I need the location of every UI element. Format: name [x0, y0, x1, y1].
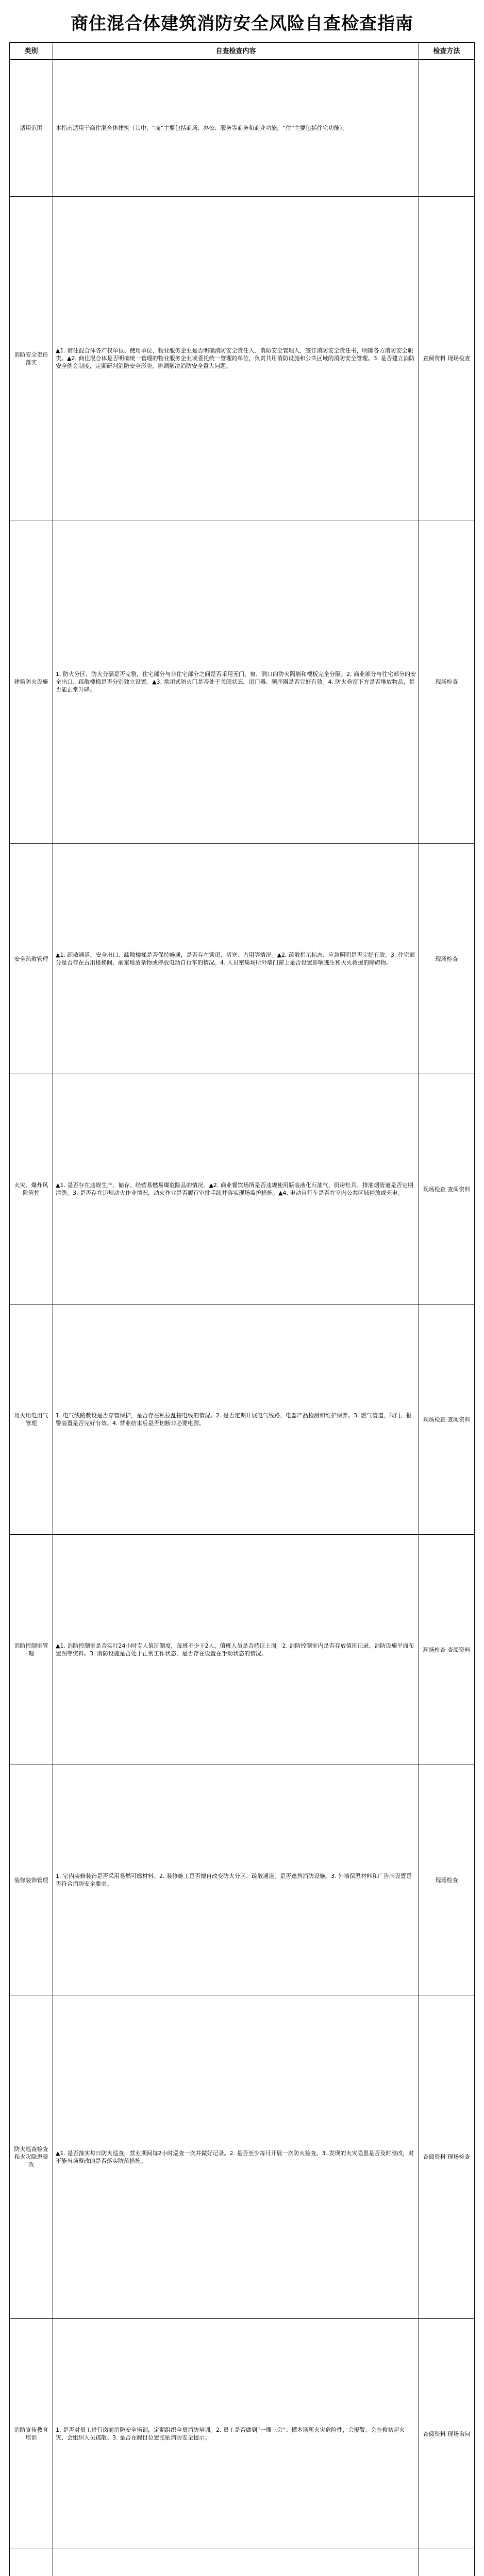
row-method: 现场检查 — [419, 1765, 475, 1995]
row-method: 查阅资料 现场询问 — [419, 2319, 475, 2549]
table-row — [10, 2549, 475, 2576]
row-content: 1. 室内装修装饰是否采用易燃可燃材料。2. 装修施工是否擅自改变防火分区、疏散通道，是否遮挡消防设施。3. 外墙保温材料和广告牌设置是否符合消防安全要求。 — [53, 1765, 419, 1995]
table-row — [10, 844, 475, 1074]
row-content: 1. 电气线路敷设是否穿管保护，是否存在私拉乱接电线的情况。2. 是否定期开展电气线路、电器产品检测和维护保养。3. 燃气管道、阀门、报警装置是否完好有效。4. 营业结束后是否切断非必要电源。 — [53, 1304, 419, 1535]
row-category: 用火用电用气管理 — [10, 1304, 53, 1535]
row-content: ▲1. 商住混合体各产权单位、使用单位、物业服务企业是否明确消防安全责任人、消防安全管理人，签订消防安全责任书，明确各方消防安全职责。▲2. 商住混合体是否明确统一管理的物业服务企业或委托统一管理的单位，负责共用消防设施和公共区域的消防安全管理。3. 是否建立消防安全例会制度，定期研判消防安全形势，协调解决消防安全重大问题。 — [53, 197, 419, 520]
table-row — [10, 520, 475, 844]
row-content: ▲1. 消防控制室是否实行24小时专人值班制度，每班不少于2人，值班人员是否持证上岗。2. 消防控制室内是否存放值班记录、消防设施平面布置图等资料。3. 消防设施是否处于正常工作状态，是否存在设置在手动状态的情况。 — [53, 1535, 419, 1765]
row-category: 消防宣传教育培训 — [10, 2319, 53, 2549]
row-content — [53, 2549, 419, 2576]
table-row — [10, 197, 475, 520]
row-content: ▲1. 疏散通道、安全出口、疏散楼梯是否保持畅通，是否存在锁闭、堵塞、占用等情况。▲2. 疏散指示标志、应急照明是否完好有效。3. 住宅部分是否存在占用楼梯间、前室堆放杂物或停放电动自行车的情况。4. 人员密集场所外墙门窗上是否设置影响逃生和灭火救援的障碍物。 — [53, 844, 419, 1074]
row-method — [419, 2549, 475, 2576]
table-row — [10, 60, 475, 197]
table-row — [10, 1535, 475, 1765]
row-method: 现场检查 查阅资料 — [419, 1535, 475, 1765]
row-method: 现场检查 — [419, 520, 475, 844]
row-category: 适用范围 — [10, 60, 53, 197]
document-title: 商住混合体建筑消防安全风险自查检查指南 — [71, 13, 413, 34]
row-method — [419, 60, 475, 197]
row-content: ▲1. 是否落实每日防火巡查，营业期间每2小时巡查一次并做好记录。2. 是否至少每月开展一次防火检查。3. 发现的火灾隐患是否及时整改，对不能当场整改的是否落实防范措施。 — [53, 1995, 419, 2319]
row-content: 1. 防火分区、防火分隔是否完整，住宅部分与非住宅部分之间是否采用无门、窗、洞口的防火隔墙和楼板完全分隔。2. 商业部分与住宅部分的安全出口、疏散楼梯是否分别独立设置。▲3. 常闭式防火门是否处于关闭状态，闭门器、顺序器是否完好有效。4. 防火卷帘下方是否堆放物品，是否能正常升降。 — [53, 520, 419, 844]
table-header-row — [10, 43, 475, 60]
row-content: 1. 是否对员工进行岗前消防安全培训，定期组织全员消防培训。2. 员工是否做到“一懂三会”：懂本场所火灾危险性，会报警、会扑救初起火灾、会组织人员疏散。3. 是否在醒目位置张贴消防安全提示。 — [53, 2319, 419, 2549]
row-category: 安全疏散管理 — [10, 844, 53, 1074]
table-row — [10, 2319, 475, 2549]
row-category: 消防安全责任落实 — [10, 197, 53, 520]
row-method: 查阅资料 现场检查 — [419, 197, 475, 520]
row-category: 建筑防火设施 — [10, 520, 53, 844]
row-method: 现场检查 — [419, 844, 475, 1074]
row-category: 火灾、爆炸风险管控 — [10, 1074, 53, 1304]
row-method: 现场检查 查阅资料 — [419, 1074, 475, 1304]
content-header: 自查检查内容 — [53, 43, 419, 60]
row-category: 消防控制室管理 — [10, 1535, 53, 1765]
row-content: 本指南适用于商住混合体建筑（其中，“商”主要包括商场、办公、服务等商务和商业功能，“住”主要包括住宅功能）。 — [53, 60, 419, 197]
table-row — [10, 1304, 475, 1535]
row-category: 装修装饰管理 — [10, 1765, 53, 1995]
table-row — [10, 1074, 475, 1304]
method-header: 检查方法 — [419, 43, 475, 60]
category-header: 类别 — [10, 43, 53, 60]
table-row — [10, 1995, 475, 2319]
row-method: 查阅资料 现场检查 — [419, 1995, 475, 2319]
row-method: 现场检查 查阅资料 — [419, 1304, 475, 1535]
row-category — [10, 2549, 53, 2576]
row-content: ▲1. 是否存在违规生产、储存、经营易燃易爆危险品的情况。▲2. 商业餐饮场所是否违规使用瓶装液化石油气，厨房灶具、排油烟管道是否定期清洗。3. 是否存在违规动火作业情况，动火作业是否履行审批手续并落实现场监护措施。▲4. 电动自行车是否在室内公共区域停放或充电。 — [53, 1074, 419, 1304]
checklist-table — [9, 42, 475, 2576]
table-row — [10, 1765, 475, 1995]
row-category: 防火巡查检查和火灾隐患整改 — [10, 1995, 53, 2319]
